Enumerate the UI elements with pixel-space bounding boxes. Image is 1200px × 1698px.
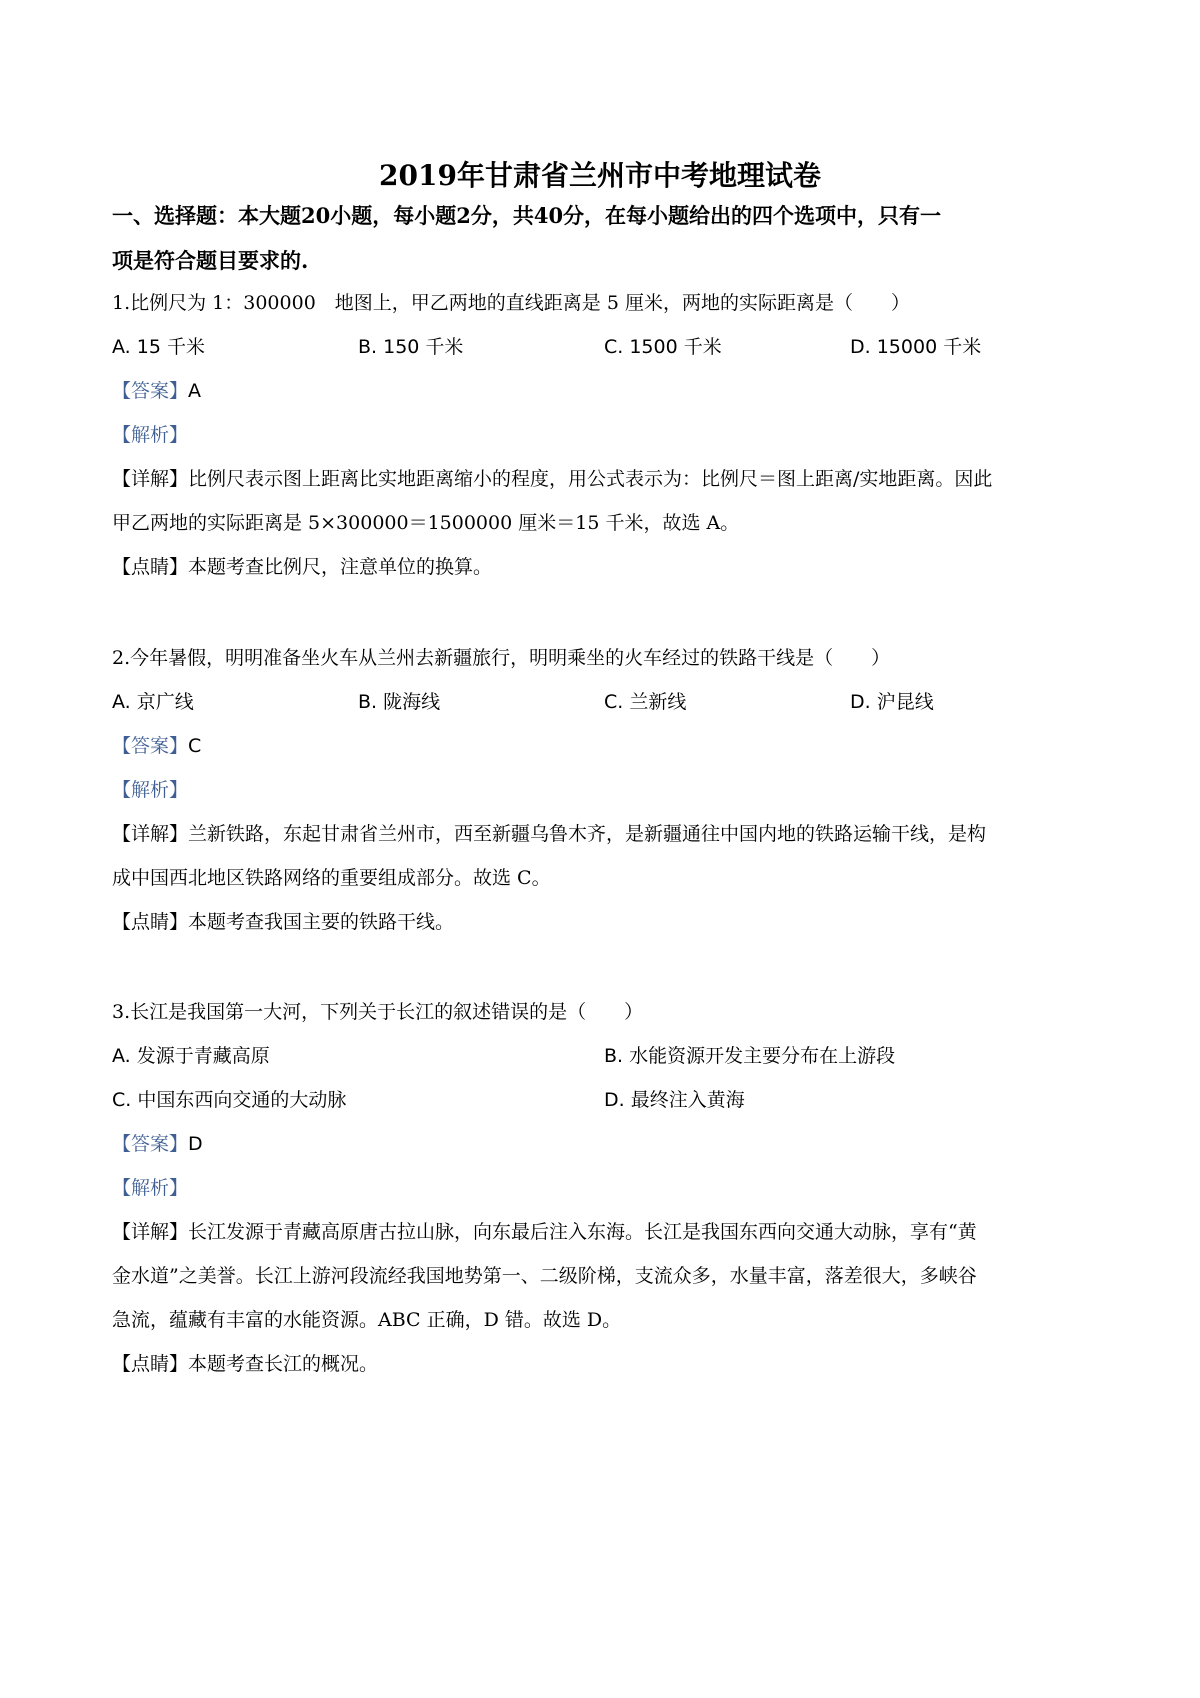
question-1-option-c: C. 1500 千米 [604, 336, 722, 358]
question-3-option-c: C. 中国东西向交通的大动脉 [112, 1089, 347, 1111]
question-3-detail-line1 [112, 1219, 977, 1245]
detail-label: 【详解】 [112, 823, 189, 845]
detail-text: 比例尺表示图上距离比实地距离缩小的程度，用公式表示为：比例尺＝图上距离/实地距离。因此 [188, 468, 993, 490]
question-1-stem: 1.比例尺为 1：300000 地图上，甲乙两地的直线距离是 5 厘米，两地的实际距离是（ ） [112, 292, 910, 314]
question-3-option-a: A. 发源于青藏高原 [112, 1045, 270, 1067]
question-1-option-d: D. 15000 千米 [850, 336, 982, 358]
question-2-analysis-label: 【解析】 [112, 779, 189, 801]
question-3-detail-line2: 金水道”之美誉。长江上游河段流经我国地势第一、二级阶梯，支流众多，水量丰富，落差很大，多峡谷 [112, 1265, 977, 1287]
detail-text: 兰新铁路，东起甘肃省兰州市，西至新疆乌鲁木齐，是新疆通往中国内地的铁路运输干线，是构 [188, 823, 987, 845]
question-3-answer-row [112, 1131, 203, 1157]
section-heading-line2: 项是符合题目要求的. [112, 248, 309, 273]
question-2-answer: C [188, 735, 202, 757]
question-2-detail-line1 [112, 821, 986, 847]
question-2-option-a: A. 京广线 [112, 691, 194, 713]
question-1-answer: A [188, 380, 202, 402]
note-text: 本题考查长江的概况。 [188, 1353, 379, 1375]
section-heading-line1: 一、选择题：本大题20小题，每小题2分，共40分，在每小题给出的四个选项中，只有一 [112, 203, 942, 228]
question-2-option-c: C. 兰新线 [604, 691, 687, 713]
question-3-option-d: D. 最终注入黄海 [604, 1089, 745, 1111]
page-title: 2019年甘肃省兰州市中考地理试卷 [379, 159, 821, 192]
question-2-answer-row [112, 733, 201, 759]
note-label: 【点睛】 [112, 1353, 189, 1375]
detail-label: 【详解】 [112, 468, 189, 490]
question-3-analysis-label: 【解析】 [112, 1177, 189, 1199]
question-3-note [112, 1351, 378, 1377]
question-2-detail-line2: 成中国西北地区铁路网络的重要组成部分。故选 C。 [112, 867, 551, 889]
detail-text: 长江发源于青藏高原唐古拉山脉，向东最后注入东海。长江是我国东西向交通大动脉，享有“黄 [188, 1221, 977, 1243]
question-1-analysis-label: 【解析】 [112, 424, 189, 446]
question-2-option-d: D. 沪昆线 [850, 691, 934, 713]
question-2-option-b: B. 陇海线 [358, 691, 441, 713]
question-2-stem: 2.今年暑假，明明准备坐火车从兰州去新疆旅行，明明乘坐的火车经过的铁路干线是（ ） [112, 647, 891, 669]
question-3-stem: 3.长江是我国第一大河，下列关于长江的叙述错误的是（ ） [112, 1001, 644, 1023]
question-2-note [112, 909, 454, 935]
question-3-detail-line3: 急流，蕴藏有丰富的水能资源。ABC 正确，D 错。故选 D。 [112, 1309, 622, 1331]
note-label: 【点睛】 [112, 556, 189, 578]
answer-label: 【答案】 [112, 1133, 189, 1155]
note-text: 本题考查比例尺，注意单位的换算。 [188, 556, 493, 578]
question-1-option-a: A. 15 千米 [112, 336, 205, 358]
detail-label: 【详解】 [112, 1221, 189, 1243]
question-3-option-b: B. 水能资源开发主要分布在上游段 [604, 1045, 896, 1067]
question-1-detail-line1 [112, 466, 992, 492]
note-label: 【点睛】 [112, 911, 189, 933]
answer-label: 【答案】 [112, 380, 189, 402]
note-text: 本题考查我国主要的铁路干线。 [188, 911, 455, 933]
question-1-note [112, 554, 492, 580]
question-1-option-b: B. 150 千米 [358, 336, 464, 358]
question-1-detail-line2: 甲乙两地的实际距离是 5×300000＝1500000 厘米＝15 千米，故选 A。 [112, 512, 740, 534]
question-3-answer: D [188, 1133, 203, 1155]
question-1-answer-row [112, 378, 201, 404]
answer-label: 【答案】 [112, 735, 189, 757]
